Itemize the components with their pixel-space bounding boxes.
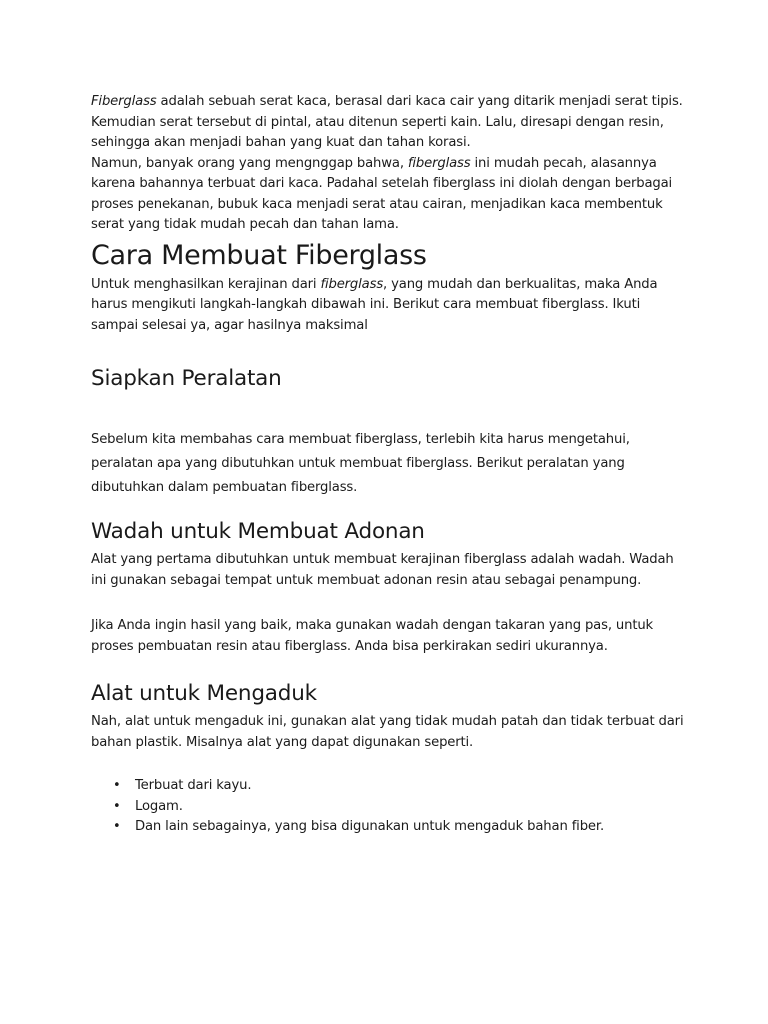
list-item-text: Terbuat dari kayu. bbox=[135, 778, 252, 793]
list-item-text: Logam. bbox=[135, 798, 183, 814]
heading-siapkan-peralatan: Siapkan Peralatan bbox=[91, 366, 282, 391]
container-paragraph-2: Jika Anda ingin hasil yang baik, maka gunakan wadah dengan takaran yang pas, untuk proses pembuatan resin atau fiberglass. Anda bisa perkirakan sediri ukurannya. bbox=[91, 618, 654, 654]
main-text-a: Untuk menghasilkan kerajinan dari bbox=[91, 276, 321, 292]
list-item bbox=[91, 817, 691, 838]
bullet-icon: • bbox=[113, 819, 121, 834]
list-item bbox=[91, 797, 691, 818]
intro-text-1: adalah sebuah serat kaca, berasal dari kaca cair yang ditarik menjadi serat tipis. Kemudian serat tersebut di pintal, atau ditenun seperti kain. Lalu, diresapi dengan resin, sehingga akan menjadi bahan yang kuat dan tahan korasi. bbox=[91, 94, 683, 150]
container-paragraph-1: Alat yang pertama dibutuhkan untuk membuat kerajinan fiberglass adalah wadah. Wadah ini gunakan sebagai tempat untuk membuat adonan resin atau sebagai penampung. bbox=[91, 552, 674, 588]
document-page bbox=[91, 92, 691, 838]
stir-tool-list bbox=[91, 776, 691, 838]
heading-cara-membuat: Cara Membuat Fiberglass bbox=[91, 239, 427, 271]
heading-wadah: Wadah untuk Membuat Adonan bbox=[91, 519, 425, 544]
main-paragraph bbox=[91, 275, 691, 337]
intro-paragraph-1 bbox=[91, 92, 691, 154]
list-item bbox=[91, 776, 691, 797]
intro-term-fiberglass: Fiberglass bbox=[91, 94, 157, 109]
list-item-text: Dan lain sebagainya, yang bisa digunakan untuk mengaduk bahan fiber. bbox=[135, 819, 604, 834]
heading-alat-mengaduk: Alat untuk Mengaduk bbox=[91, 681, 317, 706]
intro-text-2a: Namun, banyak orang yang mengnggap bahwa, bbox=[91, 155, 408, 171]
stir-paragraph: Nah, alat untuk mengaduk ini, gunakan alat yang tidak mudah patah dan tidak terbuat dari bahan plastik. Misalnya alat yang dapat digunakan seperti. bbox=[91, 714, 684, 750]
bullet-icon: • bbox=[113, 778, 121, 793]
bullet-icon: • bbox=[113, 798, 121, 814]
main-term-fiberglass: fiberglass bbox=[320, 276, 384, 292]
prep-paragraph: Sebelum kita membahas cara membuat fiberglass, terlebih kita harus mengetahui, peralatan apa yang dibutuhkan untuk membuat fiberglass. Berikut peralatan yang dibutuhkan dalam pembuatan fiberglass. bbox=[91, 432, 630, 495]
intro-term-fiberglass-2: fiberglass bbox=[407, 155, 471, 171]
intro-paragraph-2 bbox=[91, 154, 691, 236]
intro-text-2b: ini mudah pecah, alasannya karena bahannya terbuat dari kaca. Padahal setelah fiberglass ini diolah dengan berbagai proses penekanan, bubuk kaca menjadi serat atau cairan, menjadikan kaca membentuk serat yang tidak mudah pecah dan tahan lama. bbox=[91, 155, 673, 232]
main-text-b: , yang mudah dan berkualitas, maka Anda harus mengikuti langkah-langkah dibawah ini. Berikut cara membuat fiberglass. Ikuti sampai selesai ya, agar hasilnya maksimal bbox=[91, 276, 658, 333]
